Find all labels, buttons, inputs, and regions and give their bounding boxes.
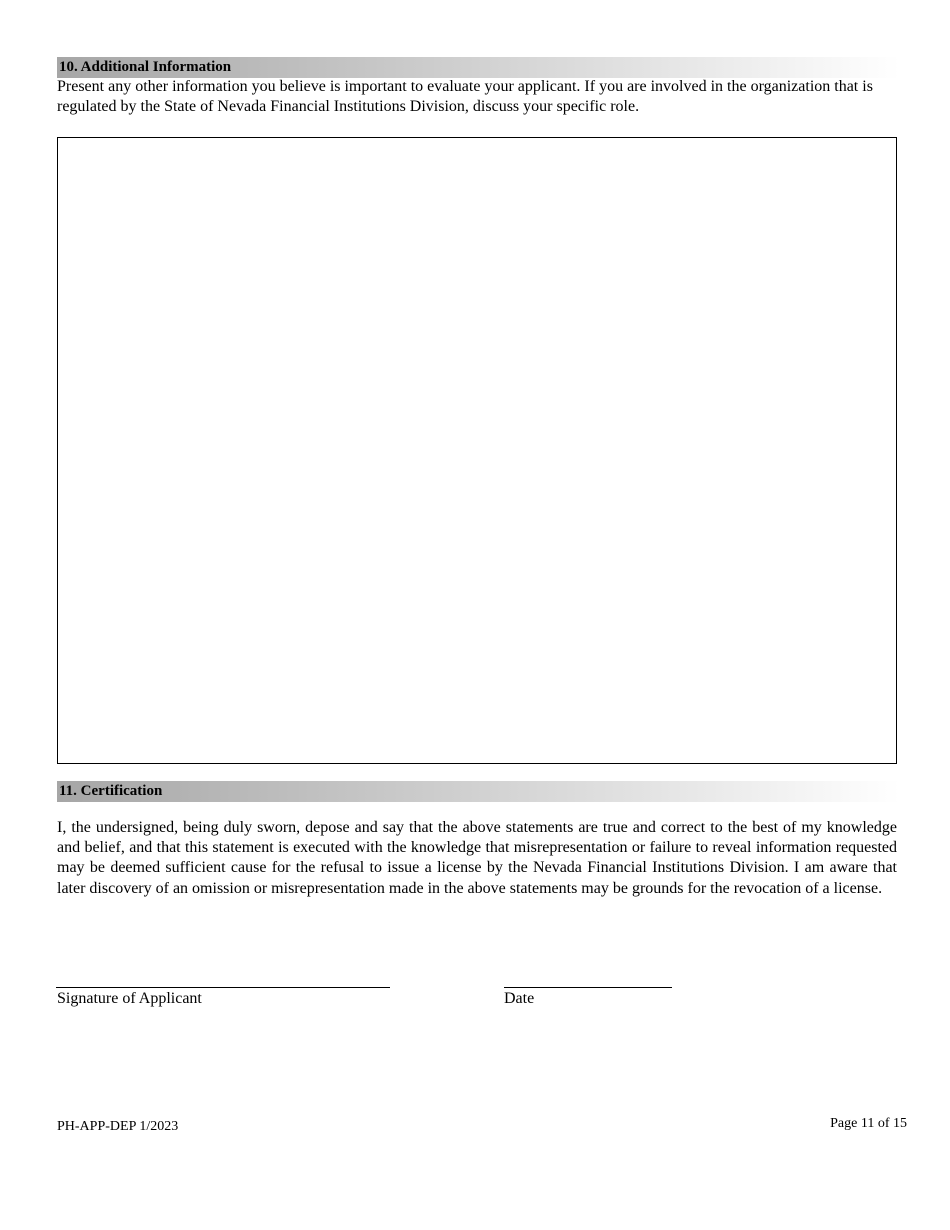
date-line[interactable] [504,987,672,988]
signature-label: Signature of Applicant [57,990,202,1007]
section-10-instructions: Present any other information you believe is important to evaluate your applicant. If you are involved in the organization that is regulated by the State of Nevada Financial Institutions Division, discuss your specific role. [57,78,873,115]
date-label: Date [504,990,535,1007]
page-number: Page 11 of 15 [830,1116,907,1131]
section-10-heading: 10. Additional Information [57,57,900,78]
section-11-heading: 11. Certification [57,781,900,802]
additional-information-field[interactable] [57,137,897,764]
form-id: PH-APP-DEP 1/2023 [57,1119,179,1134]
signature-line[interactable] [56,987,390,988]
certification-statement: I, the undersigned, being duly sworn, depose and say that the above statements are true and correct to the best of my knowledge and belief, and that this statement is executed with the knowledge that misrepresentation or failure to reveal information requested may be deemed sufficient cause for the refusal to issue a license by the Nevada Financial Institutions Division. I am aware that later discovery of an omission or misrepresentation made in the above statements may be grounds for the revocation of a license. [57,819,897,897]
